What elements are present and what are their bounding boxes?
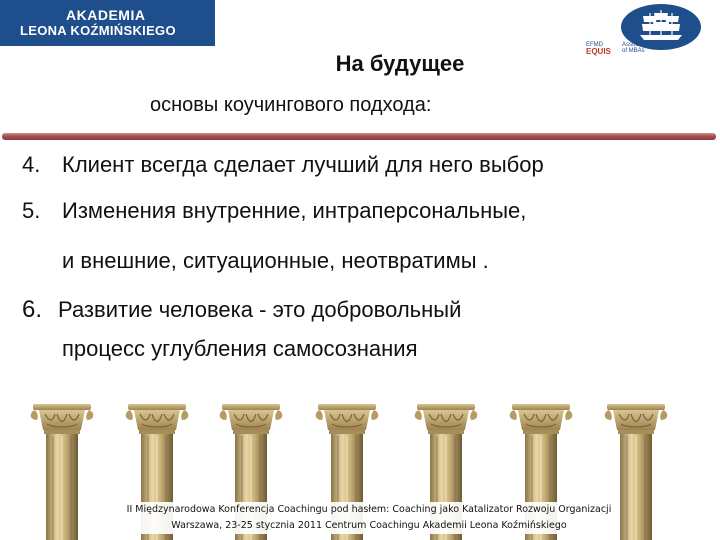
list-item-text: Развитие человека - это добровольный bbox=[58, 297, 462, 322]
list-item-6 bbox=[22, 296, 461, 324]
list-item-5-continuation: и внешние, ситуационные, неотвратимы . bbox=[62, 248, 489, 273]
amba-logo-line-2: of MBAs bbox=[622, 48, 645, 54]
slide-subtitle bbox=[150, 94, 431, 117]
akademia-logo bbox=[0, 0, 215, 46]
list-item-4 bbox=[22, 152, 544, 178]
list-item-text: Клиент всегда сделает лучший для него выбор bbox=[62, 152, 544, 177]
slide-subtitle-colon: : bbox=[425, 94, 432, 116]
equis-logo-line-1: EFMD bbox=[586, 42, 603, 48]
footer-line-2: Warszawa, 23-25 stycznia 2011 Centrum Coachingu Akademii Leona Koźmińskiego bbox=[171, 520, 567, 531]
amba-logo-line-1: Association bbox=[622, 42, 653, 48]
slide-subtitle-text: основы коучингового подхода bbox=[150, 94, 426, 116]
footer-text-box bbox=[121, 502, 618, 534]
title-divider bbox=[2, 133, 716, 140]
logo-line-1: AKADEMIA bbox=[66, 7, 146, 24]
list-item-5 bbox=[22, 198, 526, 224]
equis-logo-line-2: EQUIS bbox=[586, 47, 611, 56]
list-item-6-continuation: процесс углубления самосознания bbox=[62, 336, 418, 361]
footer-line-1: II Międzynarodowa Konferencja Coachingu pod hasłem: Coaching jako Katalizator Rozwoju Organizacji bbox=[126, 504, 612, 515]
list-item-number: 6. bbox=[22, 296, 43, 323]
list-item-number: 4. bbox=[22, 152, 41, 177]
footer bbox=[0, 502, 720, 534]
slide-title: На будущее bbox=[335, 51, 465, 76]
list-item-text: Изменения внутренние, интраперсональные, bbox=[62, 198, 527, 223]
list-item-number: 5. bbox=[22, 198, 41, 223]
logo-line-2: LEONA KOŹMIŃSKIEGO bbox=[20, 22, 176, 38]
